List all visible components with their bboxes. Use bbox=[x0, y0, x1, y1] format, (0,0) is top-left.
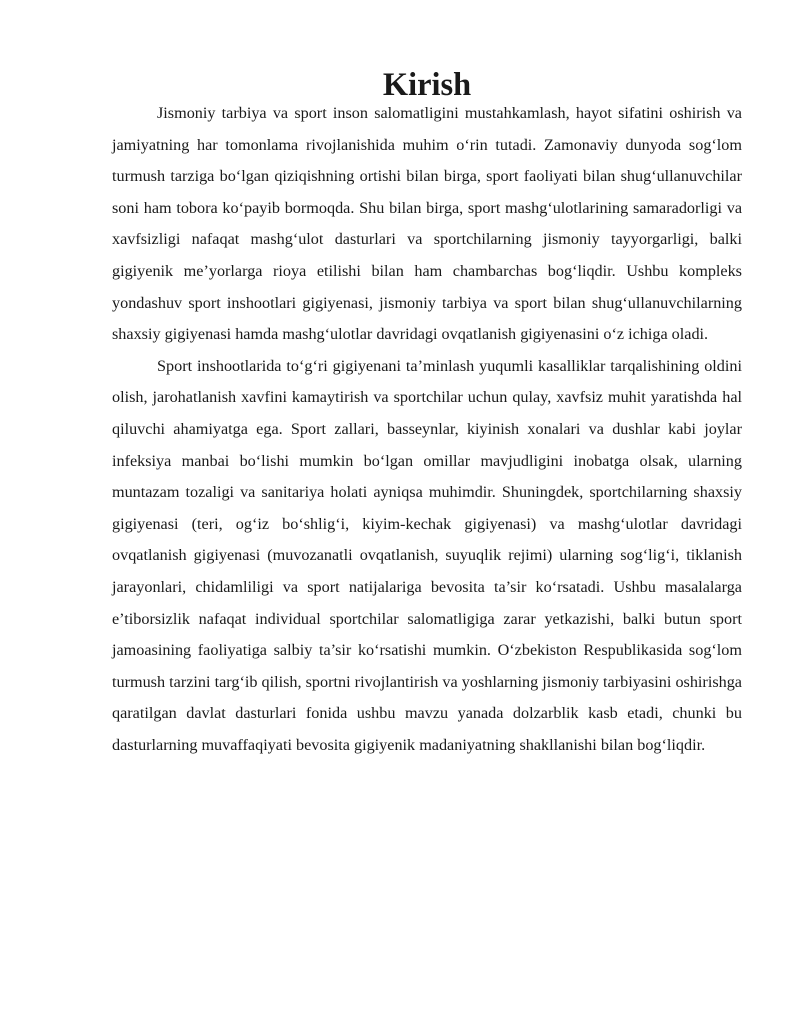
paragraph-sport-facilities: Sport inshootlarida to‘g‘ri gigiyenani ta’minlash yuqumli kasalliklar tarqalishining oldini olish, jarohatlanish xavfini kamaytirish va sportchilar uchun qulay, xavfsiz muhit yaratishda hal qiluvchi ahamiyatga ega. Sport zallari, basseynlar, kiyinish xonalari va dushlar kabi joylar infeksiya manbai bo‘lishi mumkin bo‘lgan omillar mavjudligini inobatga olsak, ularning muntazam tozaligi va sanitariya holati ayniqsa muhimdir. Shuningdek, sportchilarning shaxsiy gigiyenasi (teri, og‘iz bo‘shlig‘i, kiyim-kechak gigiyenasi) va mashg‘ulotlar davridagi ovqatlanish gigiyenasi (muvozanatli ovqatlanish, suyuqlik rejimi) ularning sog‘lig‘i, tiklanish jarayonlari, chidamliligi va sport natijalariga bevosita ta’sir ko‘rsatadi. Ushbu masalalarga e’tiborsizlik nafaqat individual sportchilar salomatligiga zarar yetkazishi, balki butun sport jamoasining faoliyatiga salbiy ta’sir ko‘rsatishi mumkin. O‘zbekiston Respublikasida sog‘lom turmush tarzini targ‘ib qilish, sportni rivojlantirish va yoshlarning jismoniy tarbiyasini oshirishga qaratilgan davlat dasturlari fonida ushbu mavzu yanada dolzarblik kasb etadi, chunki bu dasturlarning muvaffaqiyati bevosita gigiyenik madaniyatning shakllanishi bilan bog‘liqdir. bbox=[112, 356, 742, 754]
document-title: Kirish bbox=[382, 67, 472, 103]
paragraph-intro: Jismoniy tarbiya va sport inson salomatligini mustahkamlash, hayot sifatini oshirish va jamiyatning har tomonlama rivojlanishida muhim o‘rin tutadi. Zamonaviy dunyoda sog‘lom turmush tarziga bo‘lgan qiziqishning ortishi bilan birga, sport faoliyati bilan shug‘ullanuvchilar soni ham tobora ko‘payib bormoqda. Shu bilan birga, sport mashg‘ulotlarining samaradorligi va xavfsizligi nafaqat mashg‘ulot dasturlari va sportchilarning jismoniy tayyorgarligi, balki gigiyenik me’yorlarga rioya etilishi bilan ham chambarchas bog‘liqdir. Ushbu kompleks yondashuv sport inshootlari gigiyenasi, jismoniy tarbiya va sport bilan shug‘ullanuvchilarning shaxsiy gigiyenasi hamda mashg‘ulotlar davridagi ovqatlanish gigiyenasini o‘z ichiga oladi. bbox=[112, 104, 742, 344]
document-page bbox=[112, 67, 742, 761]
